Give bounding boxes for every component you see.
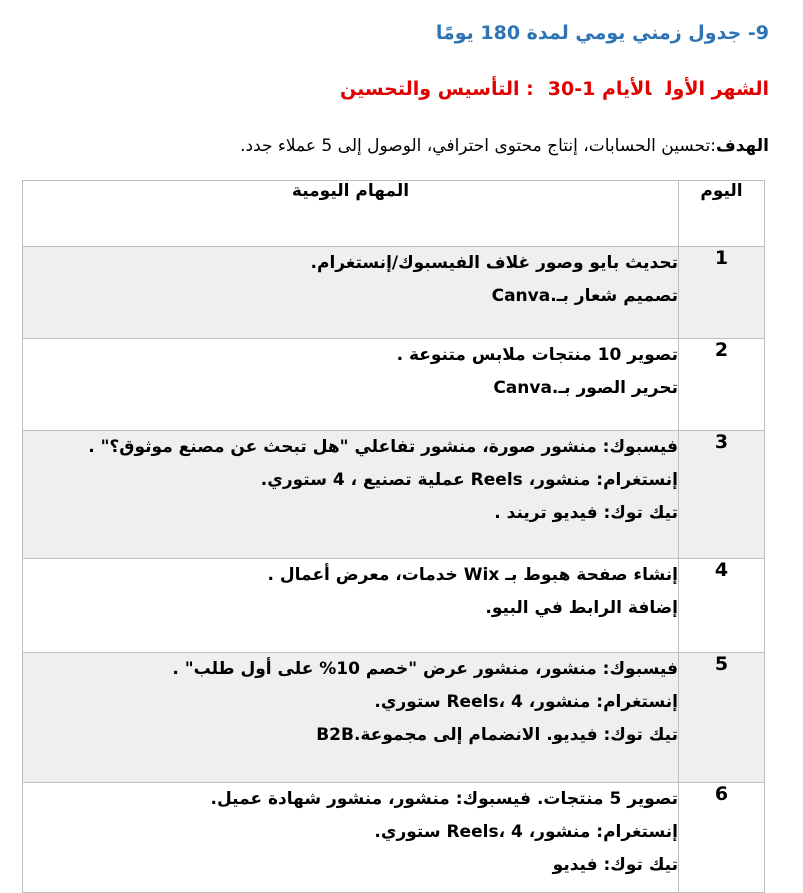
- daily-tasks: [23, 783, 679, 893]
- days-range: الأيام 1-30: [547, 78, 652, 100]
- day-number: 6: [679, 783, 765, 893]
- task-line: تيك توك: فيديو تريند .: [494, 503, 678, 523]
- day-number: 2: [679, 339, 765, 431]
- table-row: [23, 339, 765, 431]
- daily-tasks: [23, 653, 679, 783]
- month-label: الشهر الأول: [665, 78, 769, 100]
- day-number: 5: [679, 653, 765, 783]
- task-line: تصوير 10 منتجات ملابس متنوعة .: [396, 345, 678, 365]
- table-row: [23, 559, 765, 653]
- task-line: إنشاء صفحة هبوط بـ Wix خدمات، معرض أعمال .: [267, 565, 678, 585]
- schedule-table: [22, 180, 765, 893]
- goal-label: الهدف: [715, 136, 769, 156]
- daily-tasks: [23, 431, 679, 559]
- day-number: 3: [679, 431, 765, 559]
- task-line: تصميم شعار بـ.Canva: [491, 286, 678, 306]
- day-number: 4: [679, 559, 765, 653]
- task-line: إنستغرام: منشور، Reels، 4 ستوري.: [374, 692, 678, 712]
- table-header-row: [23, 181, 765, 247]
- daily-tasks: [23, 339, 679, 431]
- task-line: تحرير الصور بـ.Canva: [493, 378, 678, 398]
- table-row: [23, 247, 765, 339]
- header-day: اليوم: [679, 181, 765, 247]
- task-line: تحديث بايو وصور غلاف الفيسبوك/إنستغرام.: [310, 253, 678, 273]
- goal-line: [240, 136, 769, 156]
- task-line: إنستغرام: منشور، Reels عملية تصنيع ، 4 ستوري.: [260, 470, 678, 490]
- daily-tasks: [23, 559, 679, 653]
- table-row: [23, 653, 765, 783]
- task-line: تيك توك: فيديو: [552, 855, 678, 875]
- day-number: 1: [679, 247, 765, 339]
- section-heading: 9- جدول زمني يومي لمدة 180 يومًا: [435, 22, 769, 44]
- goal-text: :تحسين الحسابات، إنتاج محتوى احترافي، الوصول إلى 5 عملاء جدد.: [240, 136, 716, 156]
- table-row: [23, 783, 765, 893]
- task-line: تصوير 5 منتجات. فيسبوك: منشور، منشور شهادة عميل.: [210, 789, 678, 809]
- task-line: فيسبوك: منشور، منشور عرض "خصم 10% على أول طلب" .: [172, 659, 678, 679]
- daily-tasks: [23, 247, 679, 339]
- month-heading: [326, 78, 769, 100]
- task-line: إنستغرام: منشور، Reels، 4 ستوري.: [374, 822, 678, 842]
- header-tasks: المهام اليومية: [23, 181, 679, 247]
- task-line: فيسبوك: منشور صورة، منشور تفاعلي "هل تبحث عن مصنع موثوق؟" .: [88, 437, 678, 457]
- table-row: [23, 431, 765, 559]
- month-theme: : التأسيس والتحسين: [339, 78, 534, 100]
- task-line: إضافة الرابط في البيو.: [485, 598, 678, 618]
- task-line: تيك توك: فيديو. الانضمام إلى مجموعة.B2B: [316, 725, 678, 745]
